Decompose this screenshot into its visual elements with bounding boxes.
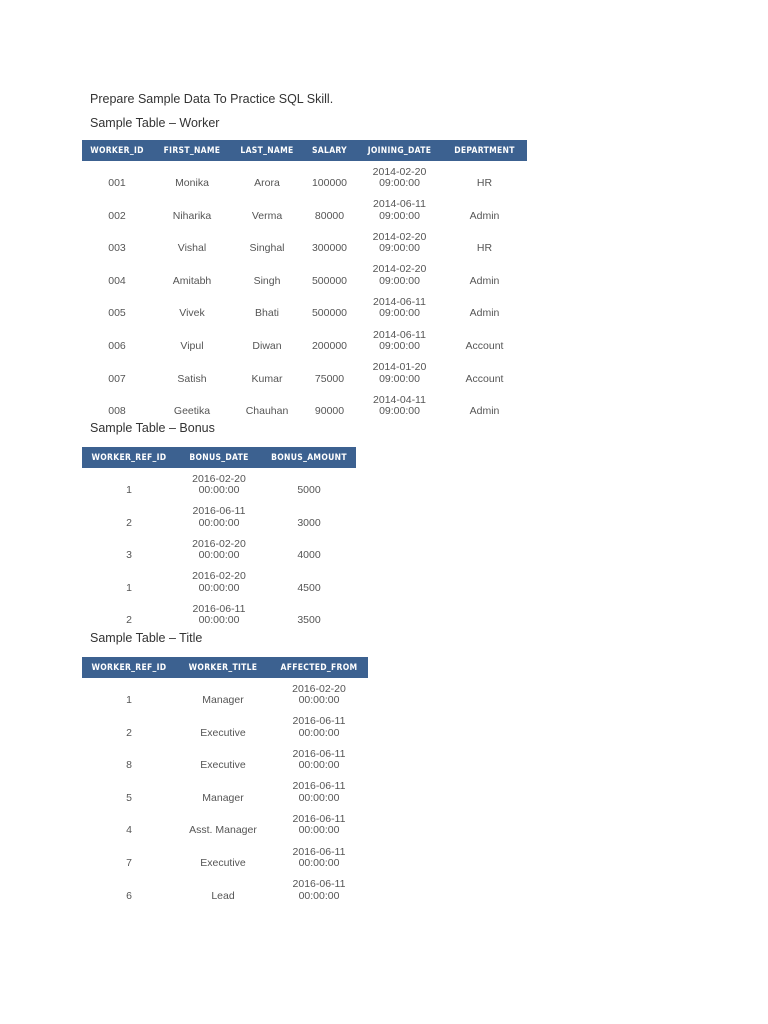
table-cell <box>357 161 442 194</box>
table-cell <box>152 161 232 194</box>
cell-value: Executive <box>200 726 246 739</box>
cell-value: Admin <box>469 405 500 418</box>
cell-value: 500000 <box>311 307 348 320</box>
table-cell <box>176 566 262 599</box>
cell-value: 2014-02-20 09:00:00 <box>372 165 427 190</box>
table-cell <box>442 389 527 422</box>
title-table-caption: Sample Table – Title <box>90 631 203 645</box>
table-cell <box>302 194 357 227</box>
cell-value: 90000 <box>314 405 345 418</box>
cell-value: 1 <box>126 694 132 707</box>
table-cell <box>442 357 527 390</box>
worker-column-header: SALARY <box>302 140 357 161</box>
table-cell <box>82 259 152 292</box>
cell-value: 5 <box>126 791 132 804</box>
table-row <box>82 533 356 566</box>
cell-value: 2014-06-11 09:00:00 <box>373 295 426 320</box>
table-cell <box>357 226 442 259</box>
cell-value: 2014-02-20 09:00:00 <box>372 263 427 287</box>
table-row <box>82 841 368 874</box>
table-cell <box>152 226 232 259</box>
table-cell <box>82 598 176 631</box>
title-column-header: WORKER_TITLE <box>176 657 270 678</box>
table-cell <box>152 194 232 227</box>
table-cell <box>270 711 368 744</box>
cell-value: 2 <box>126 614 132 627</box>
table-cell <box>232 259 302 292</box>
table-cell <box>82 226 152 259</box>
table-row <box>82 711 368 744</box>
cell-value: 002 <box>108 209 126 222</box>
table-cell <box>176 678 270 711</box>
worker-table <box>82 140 527 422</box>
bonus-table <box>82 447 356 631</box>
table-cell <box>232 389 302 422</box>
cell-value: 5000 <box>297 484 321 497</box>
table-cell <box>262 598 356 631</box>
table-cell <box>302 259 357 292</box>
table-cell <box>82 808 176 841</box>
table-cell <box>302 324 357 357</box>
cell-value: 2014-01-20 09:00:00 <box>372 361 427 385</box>
table-cell <box>357 194 442 227</box>
table-cell <box>176 711 270 744</box>
cell-value: 003 <box>108 242 126 255</box>
cell-value: 300000 <box>311 242 348 255</box>
table-cell <box>442 161 527 194</box>
cell-value: 200000 <box>311 340 348 353</box>
table-cell <box>262 501 356 534</box>
worker-column-header: WORKER_ID <box>82 140 152 161</box>
table-cell <box>357 389 442 422</box>
cell-value: 7 <box>126 857 132 870</box>
cell-value: Manager <box>202 791 244 804</box>
table-cell <box>82 501 176 534</box>
table-cell <box>152 324 232 357</box>
table-cell <box>82 711 176 744</box>
table-cell <box>270 841 368 874</box>
cell-value: Chauhan <box>245 405 289 418</box>
table-cell <box>82 357 152 390</box>
cell-value: 80000 <box>314 209 345 222</box>
bonus-table-header-row <box>82 447 356 468</box>
table-cell <box>232 161 302 194</box>
cell-value: 4000 <box>297 549 321 562</box>
worker-column-header: DEPARTMENT <box>442 140 527 161</box>
cell-value: 8 <box>126 759 132 772</box>
cell-value: Asst. Manager <box>189 824 257 837</box>
cell-value: 2 <box>126 516 132 529</box>
cell-value: Admin <box>469 209 500 222</box>
table-cell <box>232 194 302 227</box>
table-cell <box>270 678 368 711</box>
table-cell <box>82 468 176 501</box>
table-cell <box>176 501 262 534</box>
cell-value: Kumar <box>251 372 283 385</box>
table-row <box>82 874 368 907</box>
cell-value: 008 <box>108 405 126 418</box>
table-cell <box>82 161 152 194</box>
cell-value: Lead <box>211 889 235 902</box>
cell-value: 006 <box>108 340 126 353</box>
cell-value: Satish <box>177 372 207 385</box>
cell-value: Account <box>465 340 504 353</box>
bonus-column-header: BONUS_AMOUNT <box>262 447 356 468</box>
worker-column-header: JOINING_DATE <box>357 140 442 161</box>
table-cell <box>82 678 176 711</box>
table-row <box>82 598 356 631</box>
cell-value: Vivek <box>179 307 205 320</box>
bonus-table-caption: Sample Table – Bonus <box>90 421 215 435</box>
table-row <box>82 324 527 357</box>
cell-value: 2016-02-20 00:00:00 <box>192 537 246 562</box>
cell-value: 3 <box>126 549 132 562</box>
cell-value: 2016-06-11 00:00:00 <box>192 602 246 627</box>
table-cell <box>152 259 232 292</box>
cell-value: Monika <box>175 177 209 190</box>
table-cell <box>82 841 176 874</box>
cell-value: 1 <box>126 484 132 497</box>
table-cell <box>232 324 302 357</box>
table-cell <box>270 808 368 841</box>
cell-value: 2014-06-11 09:00:00 <box>373 328 426 353</box>
table-cell <box>82 324 152 357</box>
table-row <box>82 259 527 292</box>
table-row <box>82 743 368 776</box>
table-cell <box>82 874 176 907</box>
cell-value: 3000 <box>297 516 321 529</box>
cell-value: HR <box>476 177 493 190</box>
table-cell <box>262 468 356 501</box>
cell-value: Admin <box>469 307 500 320</box>
title-column-header: AFFECTED_FROM <box>270 657 368 678</box>
table-cell <box>442 291 527 324</box>
table-cell <box>176 468 262 501</box>
table-cell <box>176 598 262 631</box>
table-cell <box>176 874 270 907</box>
cell-value: 2016-06-11 00:00:00 <box>292 812 346 837</box>
cell-value: 2016-02-20 00:00:00 <box>192 570 246 594</box>
cell-value: Manager <box>202 694 244 707</box>
worker-column-header: LAST_NAME <box>232 140 302 161</box>
worker-table-header-row <box>82 140 527 161</box>
table-row <box>82 808 368 841</box>
table-row <box>82 161 527 194</box>
title-table <box>82 657 368 906</box>
table-cell <box>82 194 152 227</box>
table-cell <box>176 808 270 841</box>
cell-value: 2016-06-11 00:00:00 <box>292 845 346 870</box>
table-cell <box>442 194 527 227</box>
cell-value: Diwan <box>252 340 282 353</box>
cell-value: 2016-06-11 00:00:00 <box>292 780 346 804</box>
cell-value: 4 <box>126 824 132 837</box>
cell-value: Account <box>465 372 504 385</box>
cell-value: Geetika <box>173 405 211 418</box>
table-row <box>82 566 356 599</box>
table-cell <box>302 389 357 422</box>
cell-value: 6 <box>126 889 132 902</box>
table-cell <box>442 324 527 357</box>
cell-value: 2016-02-20 00:00:00 <box>192 472 246 497</box>
cell-value: 2016-06-11 00:00:00 <box>292 878 346 902</box>
page-intro: Prepare Sample Data To Practice SQL Skill. <box>90 92 334 106</box>
table-row <box>82 291 527 324</box>
cell-value: Admin <box>469 274 500 287</box>
table-cell <box>152 291 232 324</box>
table-cell <box>176 841 270 874</box>
table-row <box>82 357 527 390</box>
table-cell <box>442 226 527 259</box>
table-cell <box>82 743 176 776</box>
cell-value: Arora <box>254 177 280 190</box>
table-cell <box>270 776 368 809</box>
table-cell <box>82 566 176 599</box>
table-cell <box>232 291 302 324</box>
table-row <box>82 501 356 534</box>
cell-value: 001 <box>108 177 126 190</box>
cell-value: 75000 <box>314 372 345 385</box>
table-row <box>82 678 368 711</box>
worker-table-caption: Sample Table – Worker <box>90 116 220 130</box>
cell-value: Executive <box>200 759 246 772</box>
cell-value: 005 <box>108 307 126 320</box>
table-cell <box>357 324 442 357</box>
cell-value: 4500 <box>297 581 321 594</box>
cell-value: Executive <box>200 857 246 870</box>
cell-value: Singhal <box>249 242 285 255</box>
table-cell <box>302 291 357 324</box>
table-cell <box>357 291 442 324</box>
table-cell <box>442 259 527 292</box>
cell-value: 004 <box>108 274 126 287</box>
table-cell <box>302 226 357 259</box>
table-cell <box>232 357 302 390</box>
table-cell <box>152 357 232 390</box>
table-row <box>82 194 527 227</box>
table-cell <box>270 874 368 907</box>
cell-value: 2016-02-20 00:00:00 <box>292 682 346 707</box>
table-cell <box>176 533 262 566</box>
cell-value: Bhati <box>255 307 279 320</box>
table-cell <box>232 226 302 259</box>
cell-value: 3500 <box>297 614 321 627</box>
table-cell <box>176 776 270 809</box>
table-cell <box>357 357 442 390</box>
cell-value: 2014-02-20 09:00:00 <box>372 230 427 255</box>
cell-value: Singh <box>253 274 281 287</box>
cell-value: 2016-06-11 00:00:00 <box>292 747 346 772</box>
title-column-header: WORKER_REF_ID <box>82 657 176 678</box>
table-cell <box>357 259 442 292</box>
cell-value: 2016-06-11 00:00:00 <box>192 505 246 529</box>
table-row <box>82 468 356 501</box>
cell-value: Niharika <box>172 209 212 222</box>
table-cell <box>82 776 176 809</box>
cell-value: Vishal <box>177 242 207 255</box>
title-table-header-row <box>82 657 368 678</box>
cell-value: 2 <box>126 726 132 739</box>
cell-value: 2014-04-11 09:00:00 <box>373 393 426 418</box>
cell-value: 2014-06-11 09:00:00 <box>373 198 426 222</box>
cell-value: 500000 <box>311 274 348 287</box>
bonus-column-header: WORKER_REF_ID <box>82 447 176 468</box>
cell-value: 1 <box>126 581 132 594</box>
table-cell <box>82 291 152 324</box>
cell-value: Amitabh <box>172 274 212 287</box>
cell-value: Verma <box>251 209 283 222</box>
bonus-column-header: BONUS_DATE <box>176 447 262 468</box>
table-cell <box>262 533 356 566</box>
table-cell <box>152 389 232 422</box>
cell-value: 100000 <box>311 177 348 190</box>
cell-value: HR <box>476 242 493 255</box>
table-cell <box>82 533 176 566</box>
worker-column-header: FIRST_NAME <box>152 140 232 161</box>
table-cell <box>302 357 357 390</box>
table-cell <box>176 743 270 776</box>
cell-value: 2016-06-11 00:00:00 <box>292 715 346 739</box>
table-row <box>82 226 527 259</box>
table-cell <box>270 743 368 776</box>
table-row <box>82 389 527 422</box>
table-cell <box>302 161 357 194</box>
cell-value: Vipul <box>180 340 204 353</box>
table-cell <box>262 566 356 599</box>
table-row <box>82 776 368 809</box>
cell-value: 007 <box>108 372 126 385</box>
table-cell <box>82 389 152 422</box>
